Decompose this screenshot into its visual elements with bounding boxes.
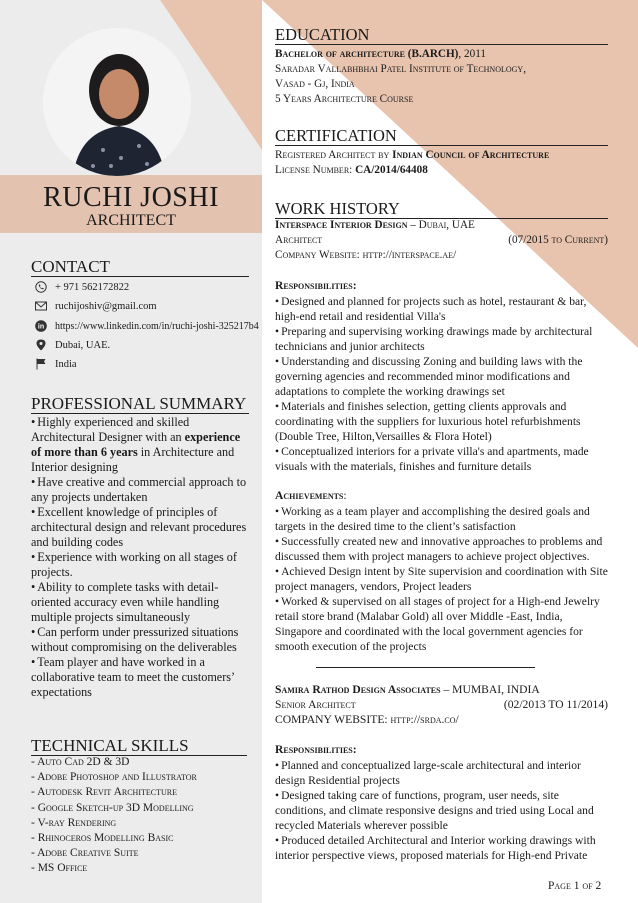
work-heading: WORK HISTORY (275, 200, 608, 219)
job2-place: – MUMBAI, INDIA (440, 683, 540, 696)
profile-photo (43, 28, 191, 176)
contact-linkedin[interactable] (34, 320, 259, 332)
contact-email[interactable] (34, 300, 157, 312)
contact-nationality-text: India (55, 358, 77, 370)
resp-item: • Designed and planned for projects such as hotel, restaurant & bar, high-end retail and residential Villa's (275, 294, 610, 324)
job-divider (316, 667, 535, 668)
flag-icon (34, 358, 48, 370)
job2-dates: (02/2013 TO 11/2014) (503, 698, 608, 711)
ach-item: • Achieved Design intent by Site supervision and coordination with Site project managers, vendors, Project leaders (275, 564, 610, 594)
job2-website[interactable]: COMPANY WEBSITE: http://srda.co/ (275, 713, 459, 726)
certification-council: Indian Council of Architecture (392, 149, 550, 161)
contact-location-text: Dubai, UAE. (55, 339, 111, 351)
candidate-name: RUCHI JOSHI (43, 182, 219, 213)
svg-text:in: in (37, 323, 45, 331)
skill-item: - Adobe Creative Suite (31, 847, 139, 860)
candidate-title: ARCHITECT (86, 212, 176, 229)
summary-item: • Experience with working on all stages of projects. (31, 550, 251, 580)
job1-company: Interspace Interior Design (275, 219, 408, 231)
linkedin-icon (34, 320, 48, 332)
skill-item: - Rhinoceros Modelling Basic (31, 832, 174, 845)
contact-phone (34, 281, 129, 293)
summary-item: • Have creative and commercial approach to any projects undertaken (31, 475, 251, 505)
job2-header (275, 682, 610, 727)
job1-role: Architect (275, 234, 323, 246)
contact-email-text[interactable]: ruchijoshiv@gmail.com (55, 300, 157, 312)
education-year: , 2011 (458, 48, 486, 60)
job1-ach-heading: Achievements (275, 489, 344, 502)
job1-resp-heading: Responsibilities: (275, 279, 357, 292)
job1-responsibilities (275, 278, 610, 474)
page-number: Page 1 of 2 (548, 880, 602, 892)
education-block (275, 47, 610, 107)
job1-header (275, 218, 610, 263)
job1-place: – Dubai, UAE (407, 219, 475, 231)
education-course: 5 Years Architecture Course (275, 93, 414, 105)
education-heading: EDUCATION (275, 26, 608, 45)
job1-dates: (07/2015 to Current) (508, 234, 608, 246)
skill-item: - V-ray Rendering (31, 816, 117, 829)
summary-item: • Excellent knowledge of principles of architectural design and relevant procedures and building codes (31, 505, 251, 550)
ach-item: • Successfully created new and innovative approaches to problems and discussed them with project managers to achieve project objectives. (275, 534, 610, 564)
resp-item: • Understanding and discussing Zoning and building laws with the governing agencies and recommended minor modifications and adaptations to complete the working drawings set (275, 354, 610, 399)
contact-location (34, 339, 110, 351)
resp-item: • Designed taking care of functions, program, user needs, site conditions, and climate responsive designs and tried using Local and recycled Materials wherever possible (275, 788, 610, 833)
certification-text: Registered Architect by (275, 149, 390, 161)
mail-icon (34, 300, 48, 312)
summary-item: • Can perform under pressurized situations without compromising on the deliverables (31, 625, 251, 655)
phone-icon (34, 281, 48, 293)
skill-item: - Autodesk Revit Architecture (31, 786, 177, 799)
ach-item: • Worked & supervised on all stages of project for a High-end Jewelry retail store brand (Malabar Gold) all over Middle -East, India, Singapore and coordinated with the local government agencies for smooth execution of the projects (275, 594, 610, 654)
skill-item: - MS Office (31, 862, 88, 875)
contact-phone-text: + 971 562172822 (55, 281, 130, 293)
certification-block (275, 148, 610, 178)
license-label: License Number: (275, 164, 353, 176)
contact-heading: CONTACT (31, 258, 249, 277)
job1-website[interactable]: Company Website: http://interspace.ae/ (275, 249, 457, 261)
avatar (43, 28, 191, 176)
contact-nationality (34, 358, 77, 370)
job2-role: Senior Architect (275, 698, 356, 711)
resp-item: • Produced detailed Architectural and Interior working drawings with interior perspective views, proposed materials for High-end Private (275, 833, 610, 863)
summary-heading: PROFESSIONAL SUMMARY (31, 395, 249, 414)
education-degree: Bachelor of architecture (B.ARCH) (275, 48, 459, 60)
job1-achievements: Achievements: • Working as a team player and accomplishing the desired goals and targets in the desired time to the client’s satisfaction • Successfully created new and innovative approaches to problems and discussed them with project managers to achieve project objectives. • Achieved Design intent by Site supervision and coordination with Site project managers, vendors, Project leaders • Worked & supervised on all stages of project for a High-end Jewelry retail store brand (Malabar Gold) all over Middle -East, India, Singapore and coordinated with the local government agencies for smooth execution of the projects (275, 488, 610, 654)
certification-heading: CERTIFICATION (275, 127, 608, 146)
summary-item: • Highly experienced and skilled Architectural Designer with an experience of more than 6 years in Architecture and Interior designing (31, 415, 251, 475)
summary-item: • Ability to complete tasks with detail-oriented accuracy even while handling multiple projects simultaneously (31, 580, 251, 625)
skills-heading: TECHNICAL SKILLS (31, 737, 247, 756)
resp-item: • Conceptualized interiors for a private villa's and apartments, made visuals with the materials, finishes and furniture details (275, 444, 610, 474)
contact-linkedin-text[interactable]: https://www.linkedin.com/in/ruchi-joshi-325217b4 (55, 320, 259, 332)
education-location: Vasad - Gj, India (275, 78, 355, 90)
skill-item: - Adobe Photoshop and Illustrator (31, 771, 197, 784)
skill-item: - Google Sketch-up 3D Modelling (31, 801, 194, 814)
location-pin-icon (34, 339, 48, 351)
resp-item: • Preparing and supervising working drawings made by architectural technicians and junior architects (275, 324, 610, 354)
resp-item: • Planned and conceptualized large-scale architectural and interior design Residential projects (275, 758, 610, 788)
resp-item: • Materials and finishes selection, getting clients approvals and coordinating with the suppliers for luxurious hotel refurbishments (Double Tree, Hilton,Versailles & Flora Hotel) (275, 399, 610, 444)
license-number: CA/2014/64408 (355, 164, 428, 176)
skill-item: - Auto Cad 2D & 3D (31, 756, 130, 768)
ach-item: • Working as a team player and accomplishing the desired goals and targets in the desired time to the client’s satisfaction (275, 504, 610, 534)
job2-company: Samira Rathod Design Associates (275, 683, 441, 696)
summary-list (31, 415, 251, 700)
job2-resp-heading: Responsibilities: (275, 743, 357, 756)
summary-item: • Team player and have worked in a collaborative team to meet the customers’ expectations (31, 655, 251, 700)
skills-list (31, 755, 251, 877)
job2-responsibilities (275, 742, 610, 863)
education-institute: Saradar Vallabhbhai Patel Institute of Technology, (275, 63, 527, 75)
